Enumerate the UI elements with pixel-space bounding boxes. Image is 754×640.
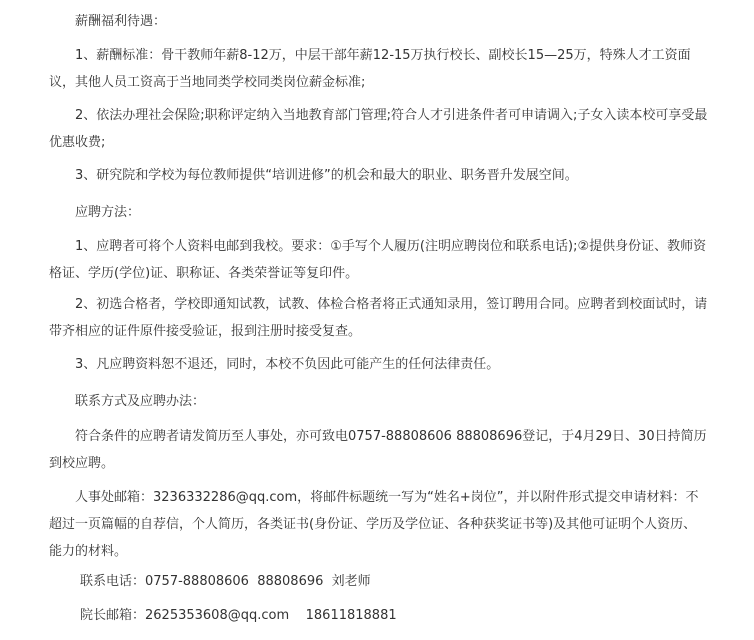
benefit-item-salary: 1、薪酬标准：骨干教师年薪8-12万，中层干部年薪12-15万执行校长、副校长15—25万，特殊人才工资面议，其他人员工资高于当地同类学校同类岗位薪金标准; (49, 48, 691, 90)
benefit-item-training: 3、研究院和学校为每位教师提供“培训进修”的机会和最大的职业、职务晋升发展空间。 (75, 168, 578, 183)
benefit-item-insurance: 2、依法办理社会保险;职称评定纳入当地教育部门管理;符合人才引进条件者可申请调入;子女入读本校可享受最优惠收费; (49, 108, 708, 150)
principal-email-line: 院长邮箱：2625353608@qq.com 18611818881 (80, 608, 397, 623)
benefits-heading: 薪酬福利待遇： (75, 14, 167, 29)
apply-item-disclaimer: 3、凡应聘资料恕不退还，同时，本校不负因此可能产生的任何法律责任。 (75, 357, 500, 372)
apply-heading: 应聘方法： (75, 205, 141, 220)
contact-heading: 联系方式及应聘办法： (75, 394, 206, 409)
apply-item-email-materials: 1、应聘者可将个人资料电邮到我校。要求：①手写个人履历(注明应聘岗位和联系电话);②提供身份证、教师资格证、学历(学位)证、职称证、各类荣誉证等复印件。 (49, 239, 707, 281)
contact-instructions: 符合条件的应聘者请发简历至人事处，亦可致电0757-88808606 88808696登记，于4月29日、30日持简历到校应聘。 (49, 429, 707, 471)
contact-phone-line: 联系电话：0757-88808606 88808696 刘老师 (80, 574, 371, 589)
apply-item-interview: 2、初选合格者，学校即通知试教，试教、体检合格者将正式通知录用，签订聘用合同。应聘者到校面试时，请带齐相应的证件原件接受验证，报到注册时接受复查。 (49, 297, 708, 339)
hr-email-instructions: 人事处邮箱：3236332286@qq.com，将邮件标题统一写为“姓名+岗位”，并以附件形式提交申请材料：不超过一页篇幅的自荐信，个人简历，各类证书(身份证、学历及学位证、各种获奖证书等)及其他可证明个人资历、能力的材料。 (49, 490, 699, 559)
